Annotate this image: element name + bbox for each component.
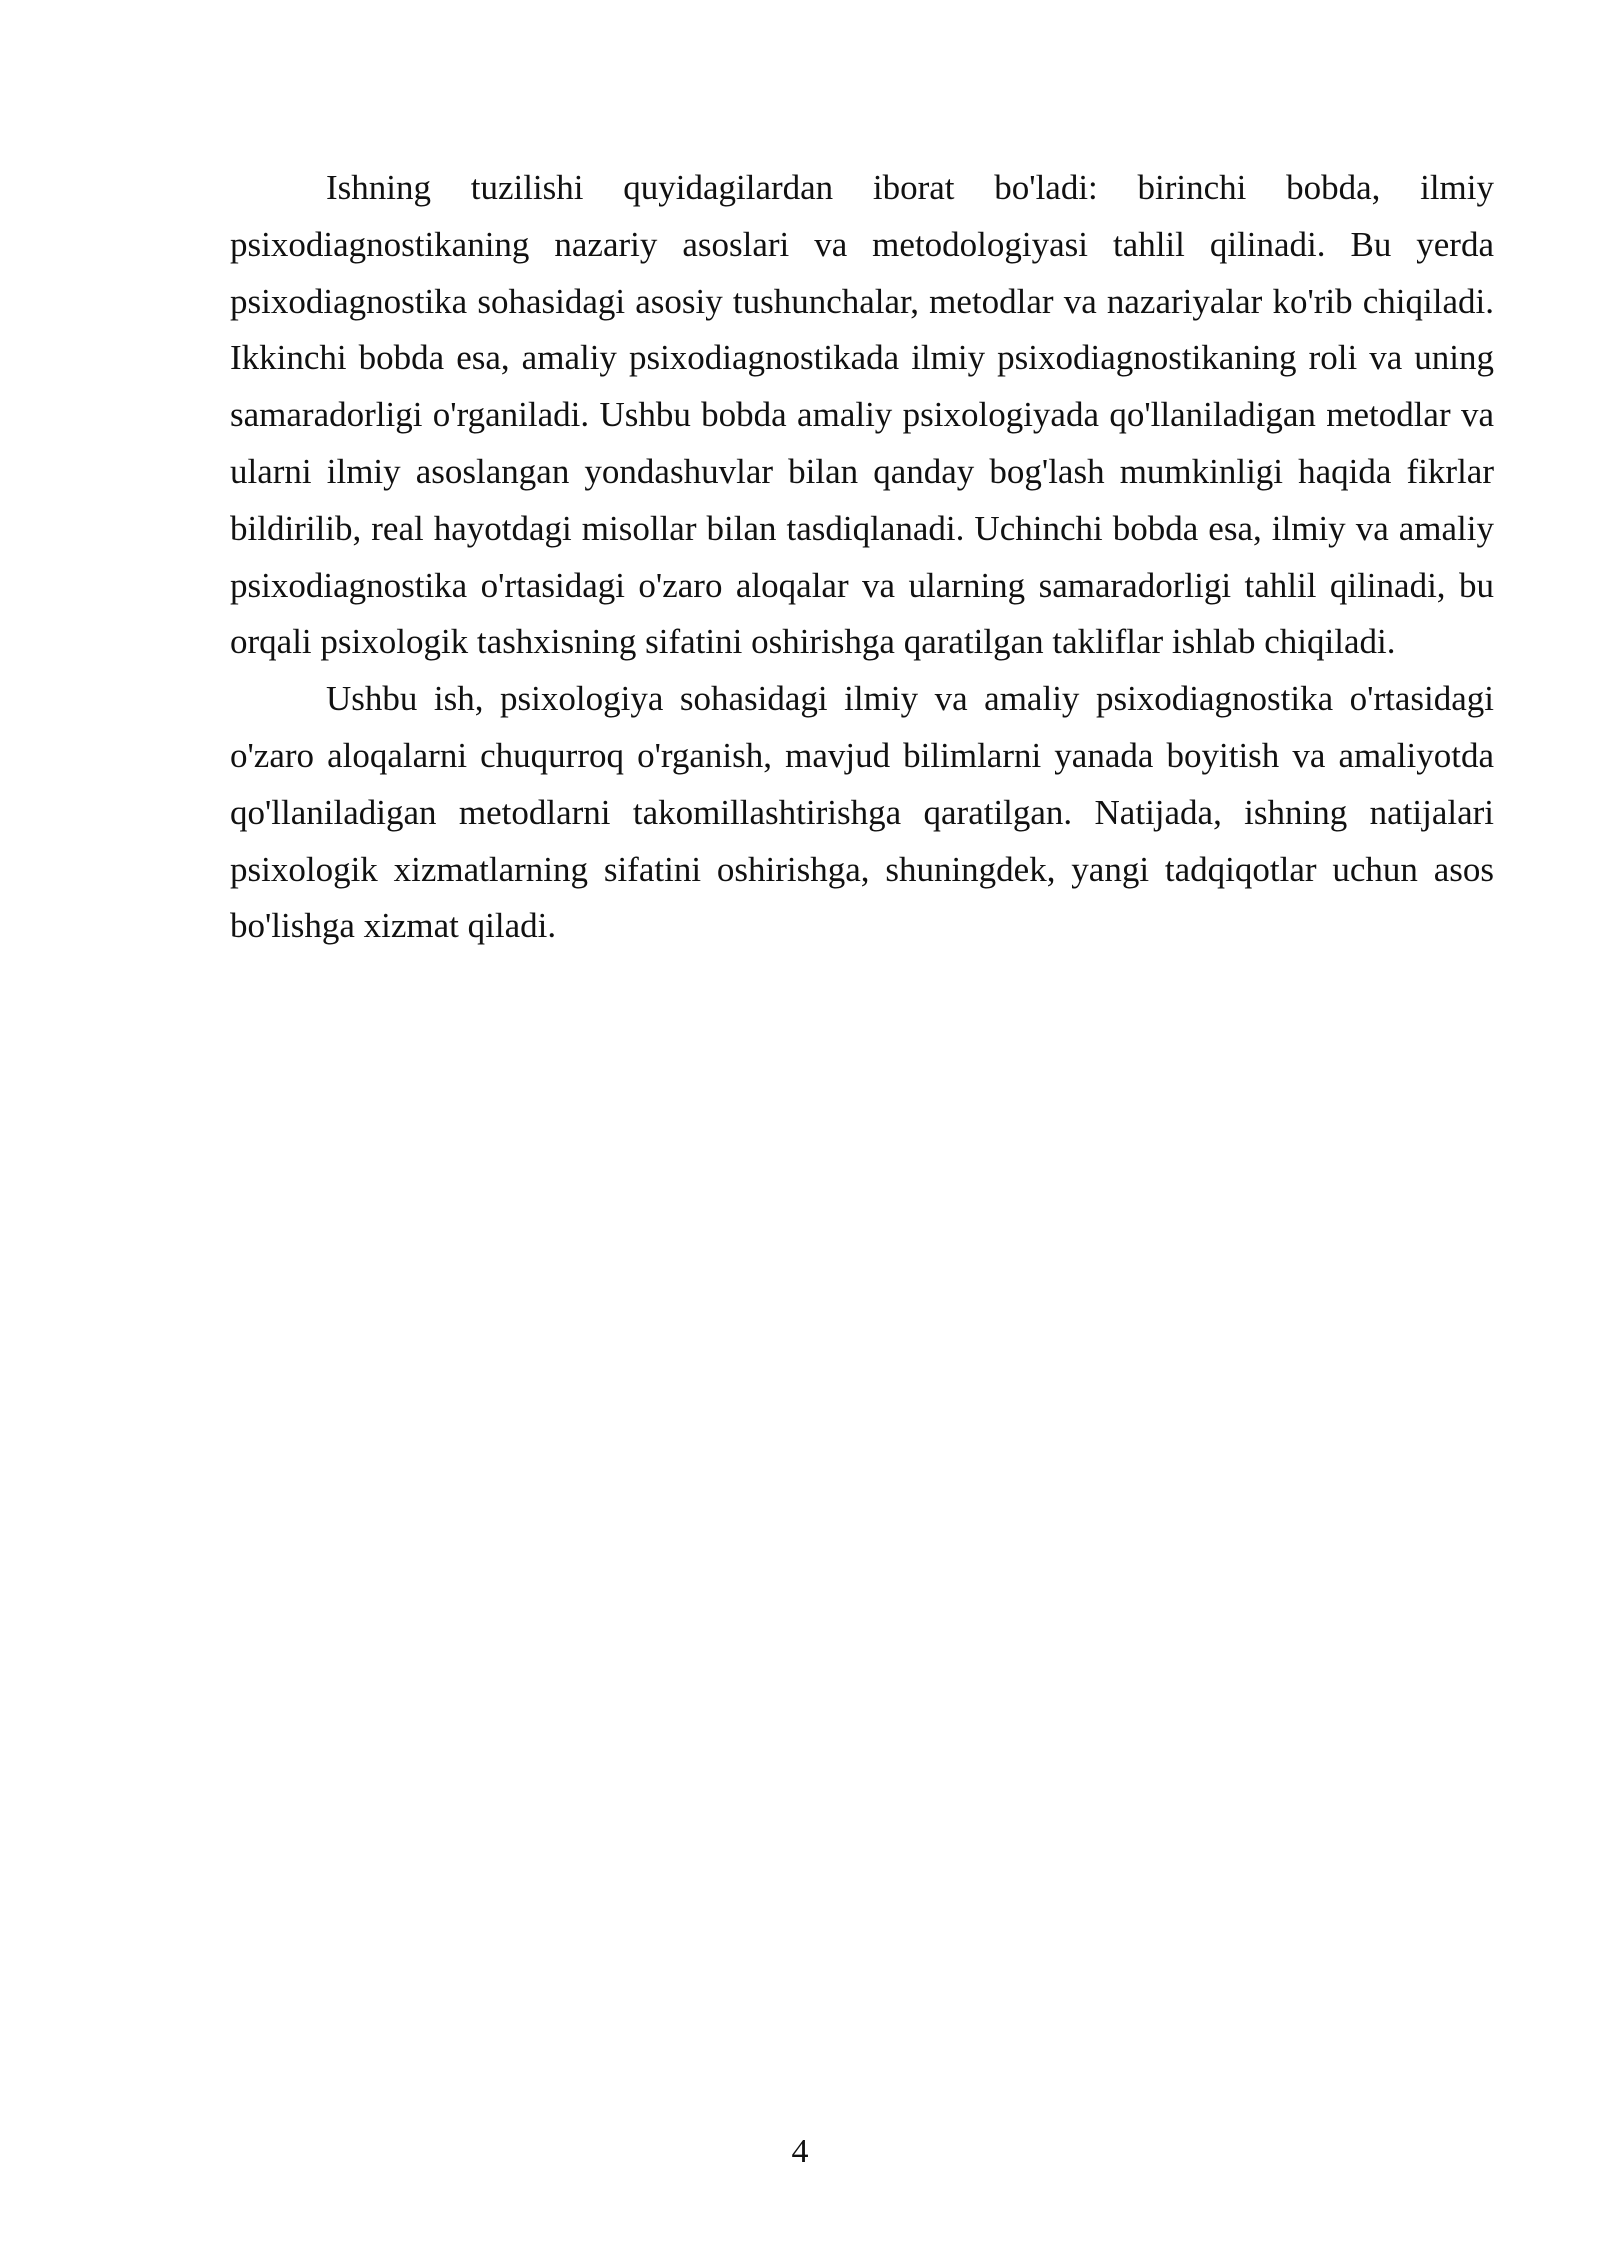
body-text xyxy=(230,160,1494,955)
page-number: 4 xyxy=(791,2133,809,2170)
paragraph-purpose: Ushbu ish, psixologiya sohasidagi ilmiy va amaliy psixodiagnostika o'rtasidagi o'zaro aloqalarni chuqurroq o'rganish, mavjud bilimlarni yanada boyitish va amaliyotda qo'llaniladigan metodlarni takomillashtirishga qaratilgan. Natijada, ishning natijalari psixologik xizmatlarning sifatini oshirishga, shuningdek, yangi tadqiqotlar uchun asos bo'lishga xizmat qiladi. xyxy=(230,679,1494,946)
paragraph-structure: Ishning tuzilishi quyidagilardan iborat bo'ladi: birinchi bobda, ilmiy psixodiagnostikaning nazariy asoslari va metodologiyasi tahlil qilinadi. Bu yerda psixodiagnostika sohasidagi asosiy tushunchalar, metodlar va nazariyalar ko'rib chiqiladi. Ikkinchi bobda esa, amaliy psixodiagnostikada ilmiy psixodiagnostikaning roli va uning samaradorligi o'rganiladi. Ushbu bobda amaliy psixologiyada qo'llaniladigan metodlar va ularni ilmiy asoslangan yondashuvlar bilan qanday bog'lash mumkinligi haqida fikrlar bildirilib, real hayotdagi misollar bilan tasdiqlanadi. Uchinchi bobda esa, ilmiy va amaliy psixodiagnostika o'rtasidagi o'zaro aloqalar va ularning samaradorligi tahlil qilinadi, bu orqali psixologik tashxisning sifatini oshirishga qaratilgan takliflar ishlab chiqiladi. xyxy=(230,168,1494,662)
